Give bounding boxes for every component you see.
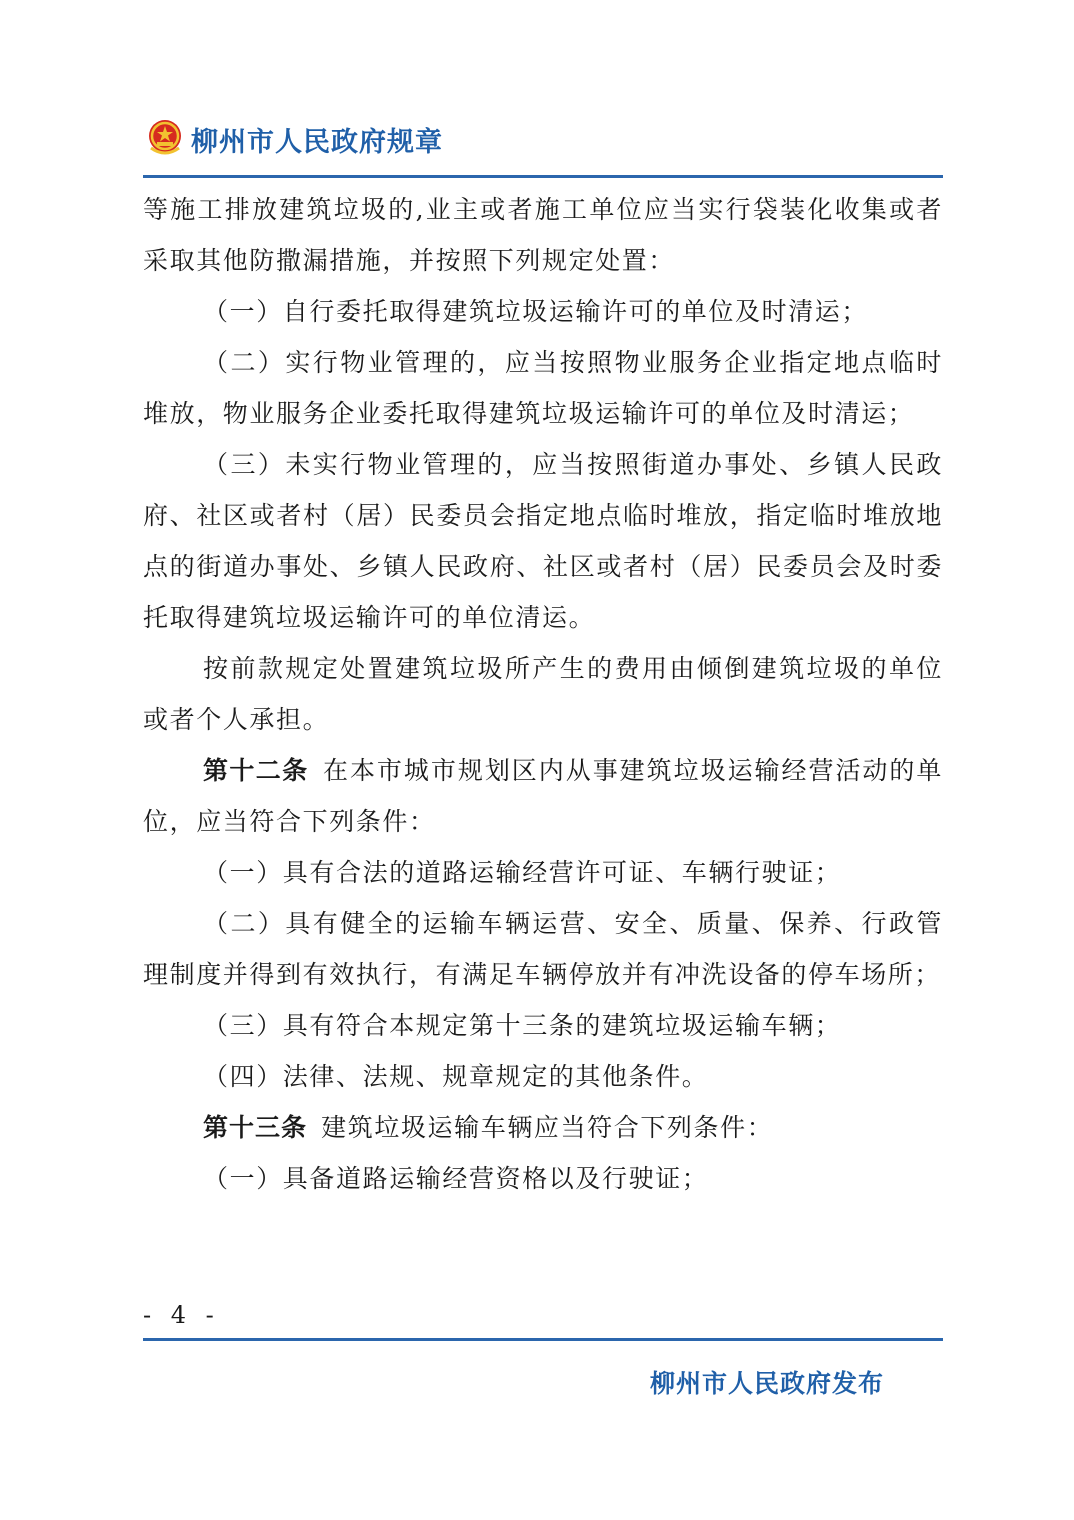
document-body (143, 184, 943, 1204)
paragraph-continuation: 等施工排放建筑垃圾的,业主或者施工单位应当实行袋装化收集或者采取其他防撒漏措施，并按照下列规定处置： (143, 195, 943, 275)
article-12-text: 在本市城市规划区内从事建筑垃圾运输经营活动的单位，应当符合下列条件： (143, 756, 943, 836)
paragraph-cost: 按前款规定处置建筑垃圾所产生的费用由倾倒建筑垃圾的单位或者个人承担。 (143, 654, 943, 734)
paragraph-item-1: （一）具备道路运输经营资格以及行驶证； (203, 1164, 709, 1193)
footer-divider (143, 1338, 943, 1341)
article-13 (143, 1102, 943, 1153)
header-divider (143, 175, 943, 178)
paragraph-item-1: （一）自行委托取得建筑垃圾运输许可的单位及时清运； (203, 297, 869, 326)
article-13-heading: 第十三条 (203, 1113, 308, 1142)
paragraph-item-3: （三）未实行物业管理的，应当按照街道办事处、乡镇人民政府、社区或者村（居）民委员会指定地点临时堆放，指定临时堆放地点的街道办事处、乡镇人民政府、社区或者村（居）民委员会及时委托取得建筑垃圾运输许可的单位清运。 (143, 450, 943, 632)
national-emblem-icon (145, 118, 185, 158)
article-12 (143, 745, 943, 847)
paragraph-item-1: （一）具有合法的道路运输经营许可证、车辆行驶证； (203, 858, 842, 887)
article-13-text: 建筑垃圾运输车辆应当符合下列条件： (321, 1113, 774, 1142)
paragraph-item-4: （四）法律、法规、规章规定的其他条件。 (203, 1062, 709, 1091)
paragraph-item-3: （三）具有符合本规定第十三条的建筑垃圾运输车辆； (203, 1011, 842, 1040)
page-header (143, 116, 943, 164)
header-title: 柳州市人民政府规章 (191, 127, 443, 158)
paragraph-item-2: （二）实行物业管理的，应当按照物业服务企业指定地点临时堆放，物业服务企业委托取得建筑垃圾运输许可的单位及时清运； (143, 348, 943, 428)
page-number: - 4 - (143, 1301, 220, 1329)
publisher-label: 柳州市人民政府发布 (650, 1369, 885, 1398)
paragraph-item-2: （二）具有健全的运输车辆运营、安全、质量、保养、行政管理制度并得到有效执行，有满足车辆停放并有冲洗设备的停车场所； (143, 909, 943, 989)
article-12-heading: 第十二条 (203, 756, 309, 785)
